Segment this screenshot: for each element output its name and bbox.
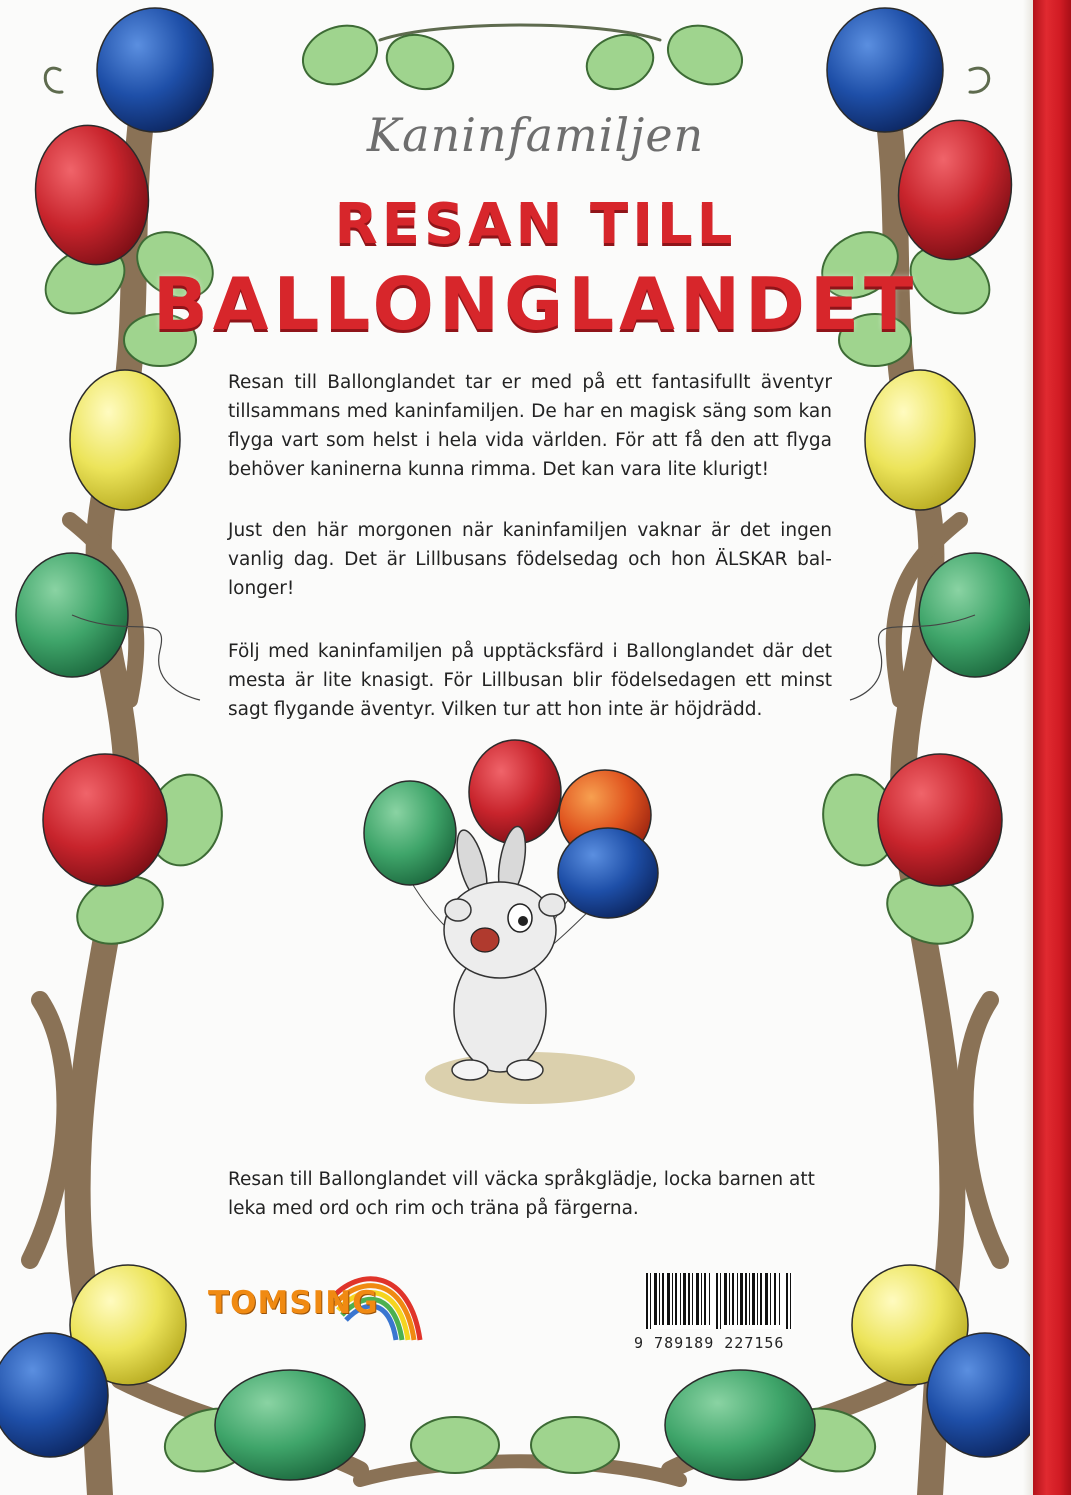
balloon-red: [43, 754, 167, 886]
blurb-paragraph-3: Följ med kaninfamiljen på upptäcksfärd i Ballonglandet där det mesta är lite knasigt. För Lillbusan blir födelsedagen ett minst sagt flygande äventyr. Vilken tur att hon inte är höjdrädd.: [228, 641, 832, 720]
book-title-line-1: RESAN TILL: [334, 192, 737, 257]
blurb-paragraph-1: Resan till Ballonglandet tar er med på ett fantasifullt äventyr tillsammans med kaninfamiljen. De har en magisk säng som kan flyga vart som helst i hela vida världen. För att få den att flyga behöver kaninerna kunna rimma. Det kan vara lite klurigt!: [228, 372, 832, 480]
barcode: [644, 1273, 794, 1329]
balloon-green: [215, 1370, 365, 1480]
publisher-logo: TOMSING: [208, 1285, 379, 1321]
balloon-yellow: [70, 370, 180, 510]
blurb-paragraph-4: Resan till Ballonglandet vill väcka språkglädje, locka barnen att leka med ord och rim och träna på färgerna.: [228, 1169, 815, 1219]
balloon-green: [665, 1370, 815, 1480]
isbn-number: 9 789189 227156: [634, 1334, 785, 1352]
balloon-yellow: [865, 370, 975, 510]
blurb-paragraph-2: Just den här morgonen när kaninfamiljen vaknar är det ingen vanlig dag. Det är Lillbusans födelsedag och hon ÄLSKAR bal-longer!: [228, 520, 832, 599]
book-title-line-2: BALLONGLANDET: [152, 262, 919, 346]
balloon-blue: [0, 1333, 108, 1457]
balloon-blue: [558, 828, 658, 918]
balloon-green: [364, 781, 456, 885]
bunny-illustration: [364, 740, 658, 1104]
series-title: Kaninfamiljen: [366, 108, 705, 162]
balloon-red: [878, 754, 1002, 886]
